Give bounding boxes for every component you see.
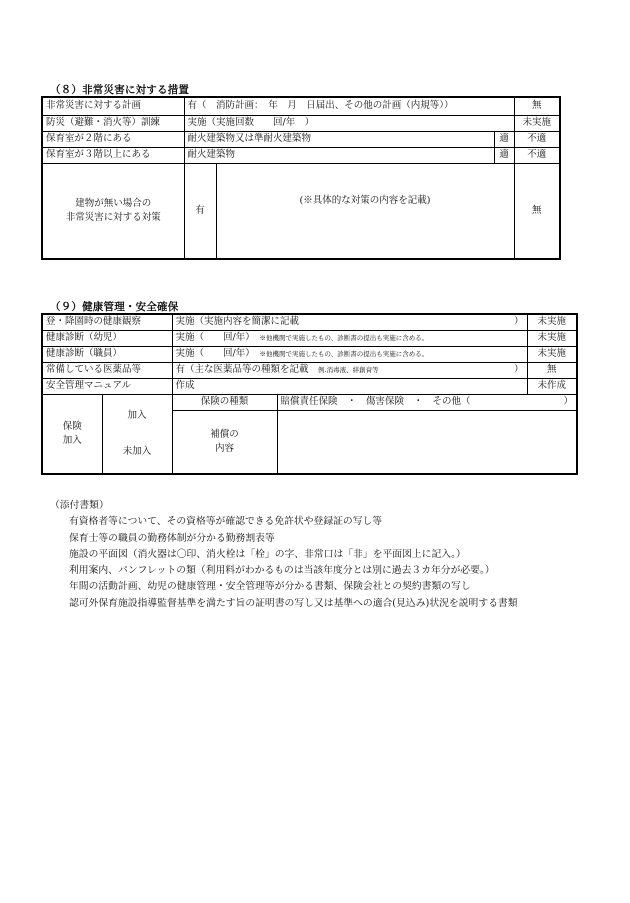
row-text: 耐火建築物 [184,147,494,163]
row-status: 不適 [514,147,560,163]
insurance-status: 加入 未加入 [102,394,172,474]
emergency-measures-table [41,96,561,260]
attachment-item: 利用案内、パンフレットの類（利用料がわかるものは当該年度分とは別に過去３カ年分が必要。） [69,565,495,577]
row-label: 常備している医薬品等 [42,362,172,378]
row-text: 実施（ 回/年） ※他機関で実施したもの、診断書の提出も実施に含める。 [172,330,527,346]
row-label: 安全管理マニュアル [42,378,172,394]
attachment-item: 有資格者等について、その資格等が確認できる免許状や登録証の写し等 [69,516,383,528]
table-row [42,97,560,115]
row-text: 有（ 消防計画： 年 月 日届出、その他の計画（内規等）） [184,97,514,115]
row-status: 未作成 [527,378,577,394]
row-has: 有 [184,163,216,259]
row-status: 無 [527,362,577,378]
row-text: 実施（ 回/年） ※他機関で実施したもの、診断書の提出も実施に含める。 [172,346,527,362]
row-mark: 適 [494,147,514,163]
health-safety-table [41,313,578,475]
row-text: 有（主な医薬品等の種類を記載 例.消毒液、絆創膏等 ） [172,362,527,378]
table-row [42,314,577,330]
compensation-content [277,410,577,474]
row-status: 不適 [514,131,560,147]
row-text: 実施（実施内容を簡潔に記載 ） [172,314,527,330]
row-text: 実施（実施回数 回/年 ） [184,115,514,131]
insurance-type-label: 保険の種類 [172,394,277,410]
row-text: (※具体的な対策の内容を記載) [216,163,514,259]
row-status: 未実施 [527,314,577,330]
table-row [42,330,577,346]
row-label: 非常災害に対する計画 [42,97,184,115]
table-row [42,394,577,410]
attachments-section [50,498,518,612]
table-row [42,147,560,163]
row-label: 防災（避難・消火等）訓練 [42,115,184,131]
row-label: 保育室が２階にある [42,131,184,147]
compensation-label: 補償の 内容 [172,410,277,474]
row-status: 未実施 [527,330,577,346]
section-9-heading: （９）健康管理・安全確保 [50,301,179,313]
attachment-item: 保育士等の職員の勤務体制が分かる勤務割表等 [69,532,275,544]
row-label: 健康診断（幼児） [42,330,172,346]
attachment-item: 施設の平面図（消火器は〇印、消火栓は「栓」の字、非常口は「非」を平面図上に記入。） [69,548,466,560]
table-row [42,163,560,259]
row-status: 無 [514,97,560,115]
row-text: 耐火建築物又は準耐火建築物 [184,131,494,147]
table-row [42,131,560,147]
row-mark: 適 [494,131,514,147]
row-status: 無 [514,163,560,259]
section-8-heading: （８）非常災害に対する措置 [50,84,190,96]
attachments-title: （添付書類） [50,500,109,511]
row-text: 作成 [172,378,527,394]
table-row [42,115,560,131]
row-label: 建物が無い場合の 非常災害に対する対策 [42,163,184,259]
table-row [42,378,577,394]
row-status: 未実施 [514,115,560,131]
row-label: 登・降園時の健康観察 [42,314,172,330]
row-label: 保育室が３階以上にある [42,147,184,163]
table-row [42,346,577,362]
insurance-label: 保険 加入 [42,394,102,474]
table-row [42,362,577,378]
attachment-item: 年間の活動計画、幼児の健康管理・安全管理等が分かる書類、保険会社との契約書類の写し [69,581,471,593]
insurance-type-options: 賠償責任保険 ・ 傷害保険 ・ その他（ ） [277,394,577,410]
attachment-item: 認可外保育施設指導監督基準を満たす旨の証明書の写し又は基準への適合(見込み)状況を説明する書類 [69,597,518,609]
row-status: 未実施 [527,346,577,362]
row-label: 健康診断（職員） [42,346,172,362]
